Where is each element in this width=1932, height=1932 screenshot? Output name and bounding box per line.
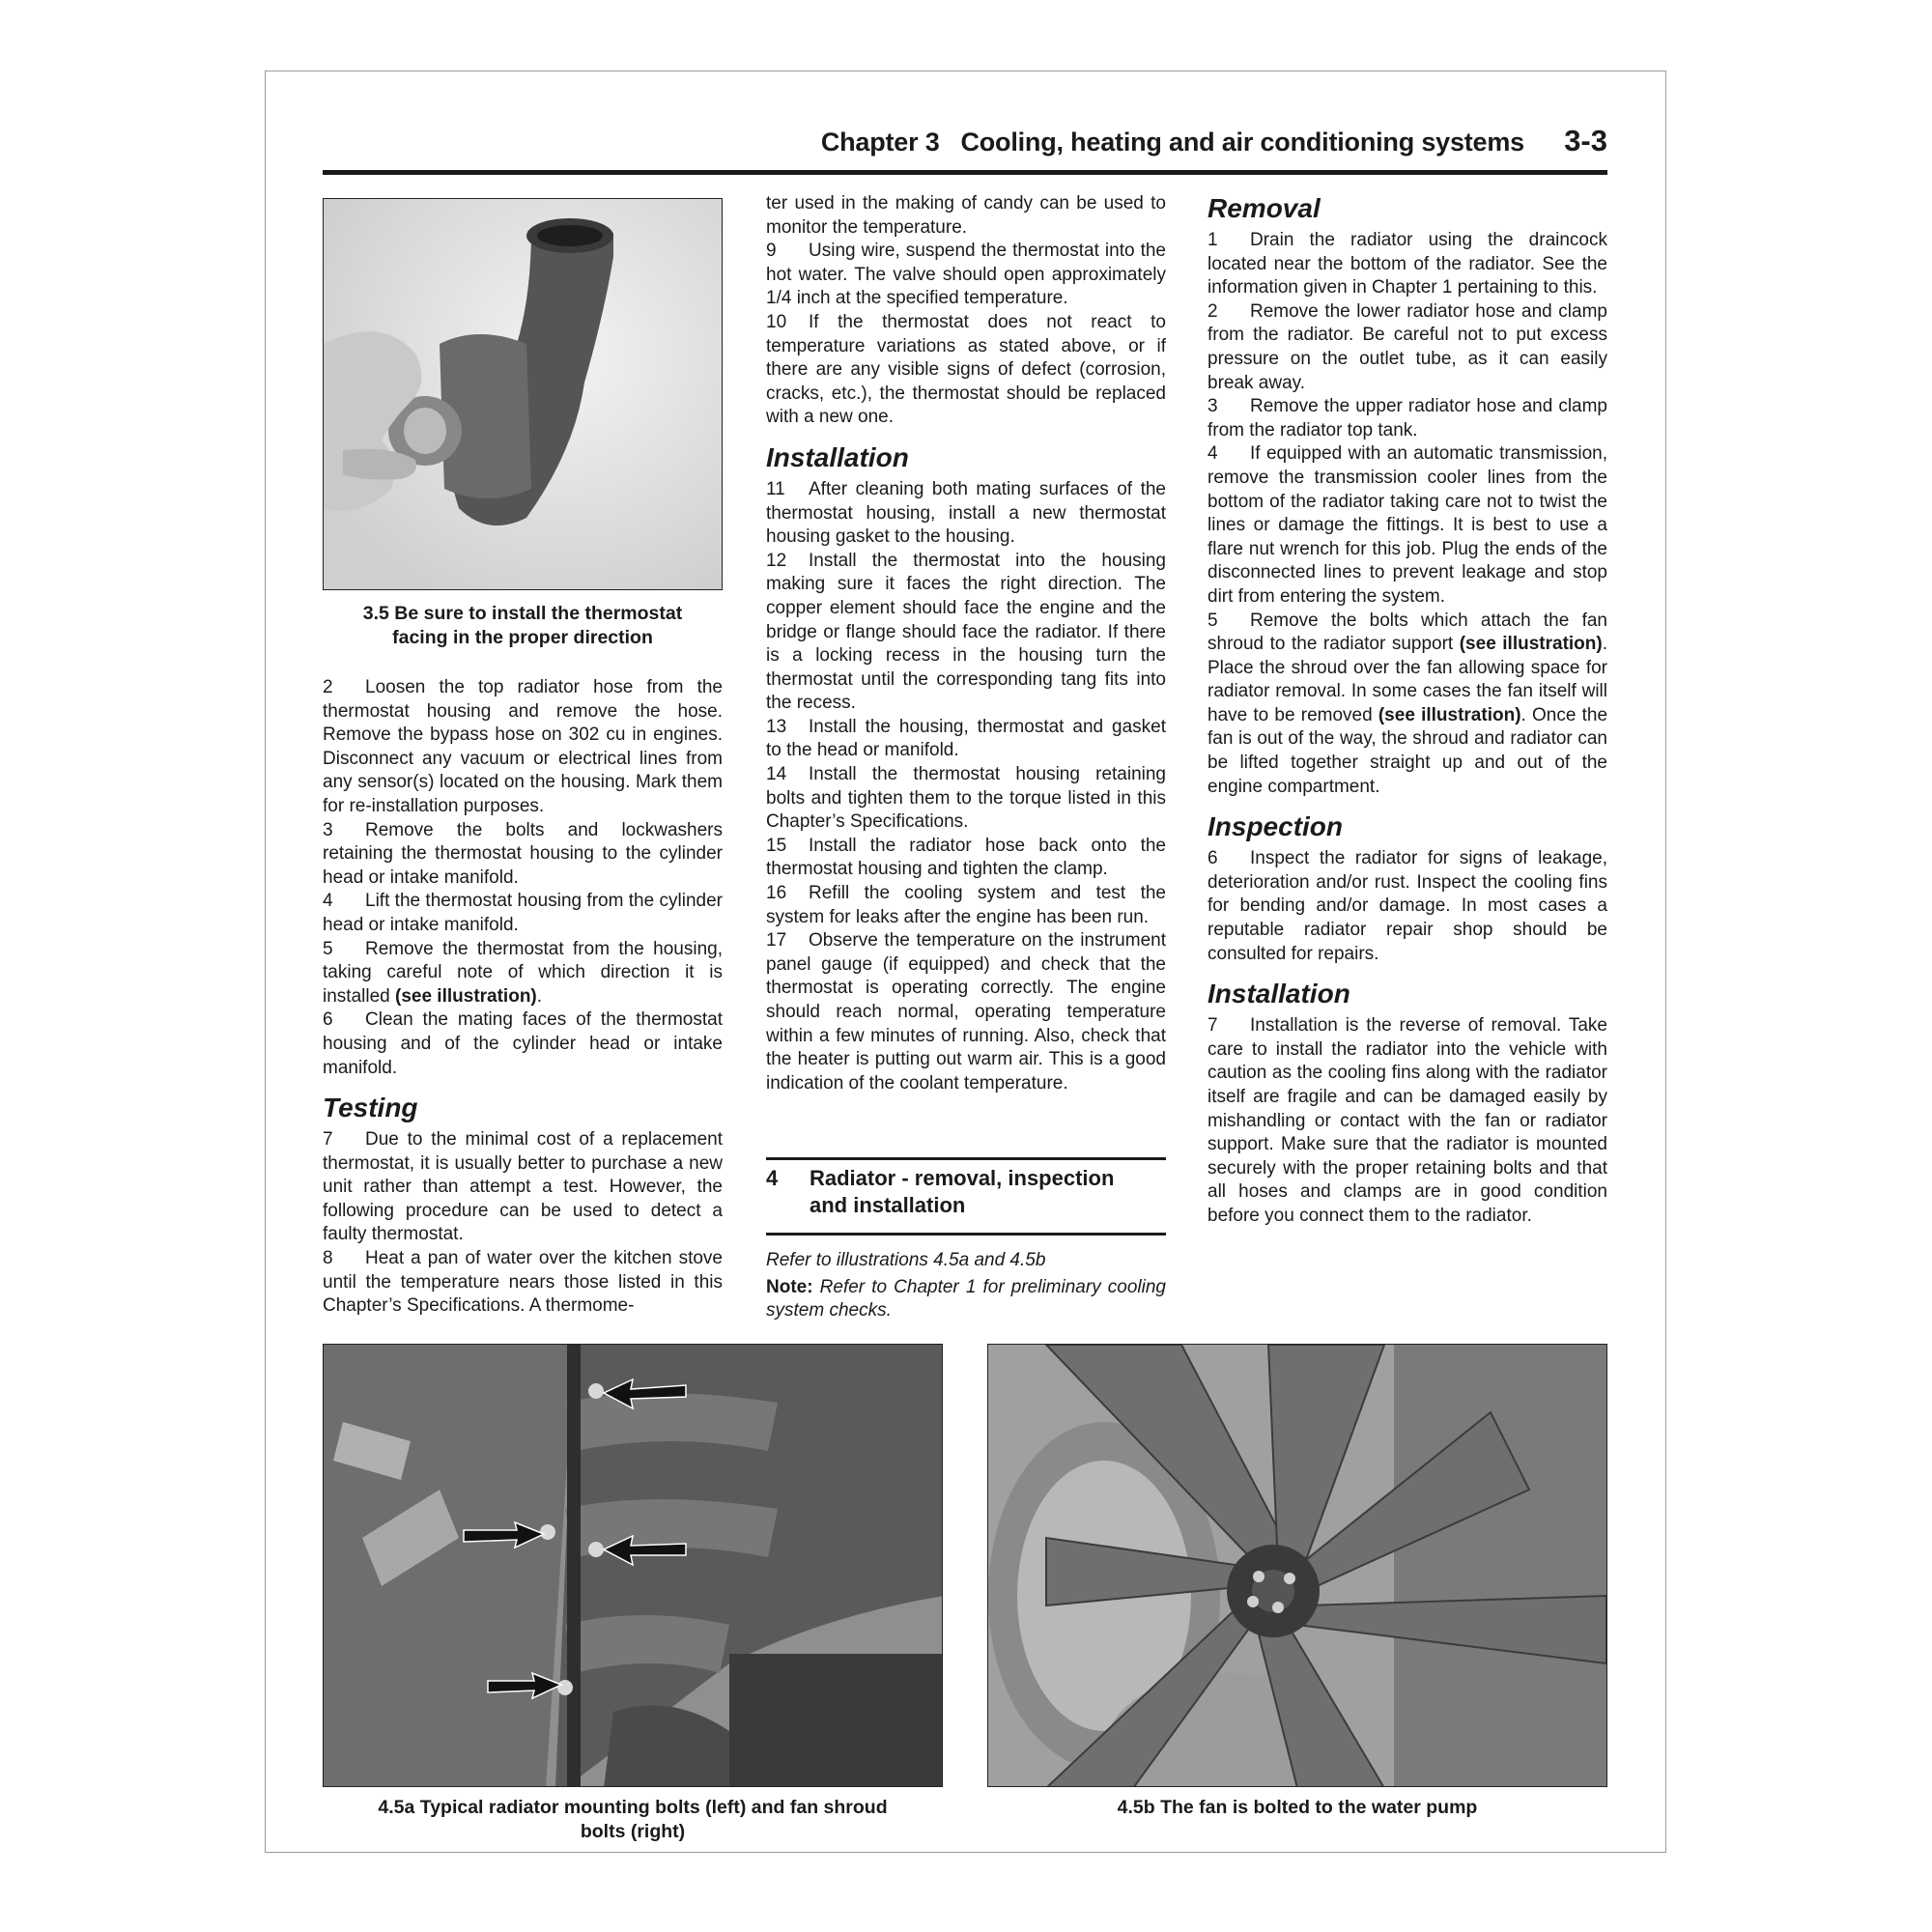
para-number: 10 [766,311,787,332]
paragraph [1208,610,1607,800]
column-2 [766,192,1166,1095]
note-label: Note: [766,1276,813,1297]
para-number: 7 [1208,1015,1218,1037]
figure-4-5b-caption: 4.5b The fan is bolted to the water pump [1117,1797,1478,1818]
para-text: Install the thermostat housing retaining bolts and tighten them to the torque listed in this Chapter’s Specifications. [766,764,1166,833]
subheading-testing: Testing [323,1093,418,1123]
para-text: Install the radiator hose back onto the thermostat housing and tighten the clamp. [766,835,1166,880]
section-rule-top [766,1157,1166,1160]
caption-line: facing in the proper direction [392,627,653,648]
para-text: Remove the upper radiator hose and clamp from the radiator top tank. [1208,396,1607,440]
subheading-installation: Installation [766,441,909,472]
illustration-ref: (see illustration) [395,985,537,1007]
caption-line: 3.5 Be sure to install the thermostat [362,603,683,624]
para-number: 16 [766,883,787,904]
para-text: Inspect the radiator for signs of leakage, deterioration and/or rust. Inspect the cooling fins for bending and/or damage. In most cases a reputable radiator repair shop should be consulted for repairs. [1208,848,1607,964]
para-text: Remove the lower radiator hose and clamp from the radiator. Be careful not to put excess pressure on the outlet tube, as it can easily break away. [1208,300,1607,393]
column-3 [1208,192,1607,1229]
note-text: Refer to Chapter 1 for preliminary cooling system checks. [766,1276,1166,1321]
para-text: Refill the cooling system and test the system for leaks after the engine has been run. [766,883,1166,927]
subheading-installation: Installation [1208,979,1350,1009]
para-number: 5 [323,938,333,959]
para-number: 9 [766,241,777,262]
illustration-ref: (see illustration) [1378,704,1521,725]
paragraph [766,550,1166,716]
note [766,1276,1166,1323]
figure-3-5-caption [323,602,723,650]
paragraph [766,882,1166,929]
paragraph [1208,395,1607,442]
para-text: ter used in the making of candy can be used to monitor the temperature. [766,193,1166,238]
paragraph [323,890,723,937]
para-number: 4 [1208,443,1218,465]
subheading-removal: Removal [1208,193,1321,223]
paragraph [323,1247,723,1319]
para-number: 2 [323,677,333,697]
paragraph [323,1009,723,1080]
para-number: 12 [766,550,787,571]
para-number: 1 [1208,230,1218,250]
figure-4-5a-caption [323,1796,943,1844]
caption-line: 4.5a Typical radiator mounting bolts (left) and fan shroud [378,1797,888,1818]
para-text: Remove the thermostat from the housing, taking careful note of which direction it is installed [323,938,723,1007]
paragraph [1208,1014,1607,1228]
para-text: . Place the shroud over the fan allowing space for radiator removal. In some cases the fan itself will have to be removed [1208,634,1608,725]
paragraph [766,478,1166,550]
paragraph [1208,847,1607,966]
figure-4-5b-photo [987,1344,1607,1787]
para-text: Remove the bolts and lockwashers retaining the thermostat housing to the cylinder head or intake manifold. [323,819,723,888]
para-number: 8 [323,1248,333,1269]
para-number: 15 [766,835,787,856]
para-text: If equipped with an automatic transmission, remove the transmission cooler lines from the bottom of the radiator taking care not to twist the lines or damage the fittings. It is best to use a flare nut wrench for this job. Plug the ends of the disconnected lines to prevent leakage and stop dirt from entering the system. [1208,443,1607,607]
section-rule-bottom [766,1233,1166,1236]
para-text: Install the housing, thermostat and gasket to the head or manifold. [766,716,1166,761]
paragraph [323,938,723,1009]
para-number: 6 [1208,848,1218,869]
para-text: After cleaning both mating surfaces of the thermostat housing, install a new thermostat housing gasket to the housing. [766,478,1166,548]
paragraph [323,676,723,819]
para-number: 13 [766,716,787,737]
para-text: Drain the radiator using the draincock located near the bottom of the radiator. See the information given in Chapter 1 pertaining to this. [1208,230,1607,298]
paragraph [1208,300,1607,395]
illustration-ref: (see illustration) [1459,634,1603,655]
caption-line: bolts (right) [580,1821,686,1842]
paragraph [1208,229,1607,300]
paragraph [766,716,1166,763]
chapter-title: Chapter 3 Cooling, heating and air conditioning systems [820,128,1524,156]
subheading-inspection: Inspection [1208,811,1344,842]
figure-4-5a-photo [323,1344,943,1787]
figure-3-5-photo [323,198,723,590]
para-number: 11 [766,478,785,499]
section-title-line: Radiator - removal, inspection [810,1166,1115,1190]
paragraph [766,192,1166,240]
running-header [323,122,1607,172]
paragraph [1208,442,1607,609]
section-4-intro [766,1249,1166,1323]
paragraph [766,311,1166,430]
paragraph [766,929,1166,1095]
para-text: Using wire, suspend the thermostat into the hot water. The valve should open approximately 1/4 inch at the specified temperature. [766,241,1166,309]
paragraph [766,240,1166,311]
section-number: 4 [766,1166,779,1190]
para-text: Installation is the reverse of removal. Take care to install the radiator into the vehicle with caution as the cooling fins along with the radiator itself are fragile and can be damaged easily by mishandling or contact with the fan or radiator support. Make sure that the radiator is mounted securely with the proper retaining bolts and that all hoses and clamps are in good condition before you connect them to the radiator. [1208,1015,1607,1226]
para-text: Clean the mating faces of the thermostat housing and of the cylinder head or intake manifold. [323,1009,723,1078]
para-number: 14 [766,764,787,785]
para-number: 7 [323,1129,333,1151]
para-text: Remove the bolts which attach the fan shroud to the radiator support [1208,610,1607,655]
para-text: If the thermostat does not react to temperature variations as stated above, or if there are any visible signs of defect (corrosion, cracks, etc.), the thermostat should be replaced with a new one. [766,311,1166,428]
para-number: 3 [323,819,333,840]
para-text: Heat a pan of water over the kitchen stove until the temperature nears those listed in this Chapter’s Specifications. A thermome- [323,1248,723,1317]
paragraph [766,835,1166,882]
para-number: 4 [323,891,333,912]
paragraph [323,1128,723,1247]
section-title-line: and installation [810,1193,966,1217]
para-number: 17 [766,930,787,952]
para-text: . [536,985,543,1007]
para-text: Install the thermostat into the housing making sure it faces the right direction. The copper element should face the engine and the bridge or flange should face the radiator. If there is a locking recess in the housing turn the thermostat until the corresponding tang fits into the recess. [766,550,1166,714]
paragraph [766,763,1166,835]
section-4-heading [766,1165,1166,1219]
para-number: 3 [1208,396,1218,417]
refer-line: Refer to illustrations 4.5a and 4.5b [766,1250,1046,1270]
para-number: 5 [1208,610,1218,631]
paragraph [323,819,723,891]
para-number: 6 [323,1009,333,1031]
para-number: 2 [1208,300,1218,322]
header-rule [323,170,1607,175]
para-text: Observe the temperature on the instrument panel gauge (if equipped) and check that the thermostat is operating correctly. The engine should reach normal, operating temperature within a few minutes of running. Also, check that the heater is putting out warm air. This is a good indication of the coolant temperature. [766,930,1166,1094]
para-text: Loosen the top radiator hose from the thermostat housing and remove the hose. Remove the bypass hose on 302 cu in engines. Disconnect any vacuum or electrical lines from any sensor(s) located on the housing. Mark them for re-installation purposes. [323,677,723,816]
para-text: Lift the thermostat housing from the cylinder head or intake manifold. [323,891,723,935]
column-1 [323,676,723,1319]
para-text: . Once the fan is out of the way, the shroud and radiator can be lifted together straight up and out of the engine compartment. [1208,704,1608,797]
page-number: 3-3 [1564,124,1607,157]
para-text: Due to the minimal cost of a replacement thermostat, it is usually better to purchase a new unit rather than attempt a test. However, the following procedure can be used to detect a faulty thermostat. [323,1129,723,1245]
